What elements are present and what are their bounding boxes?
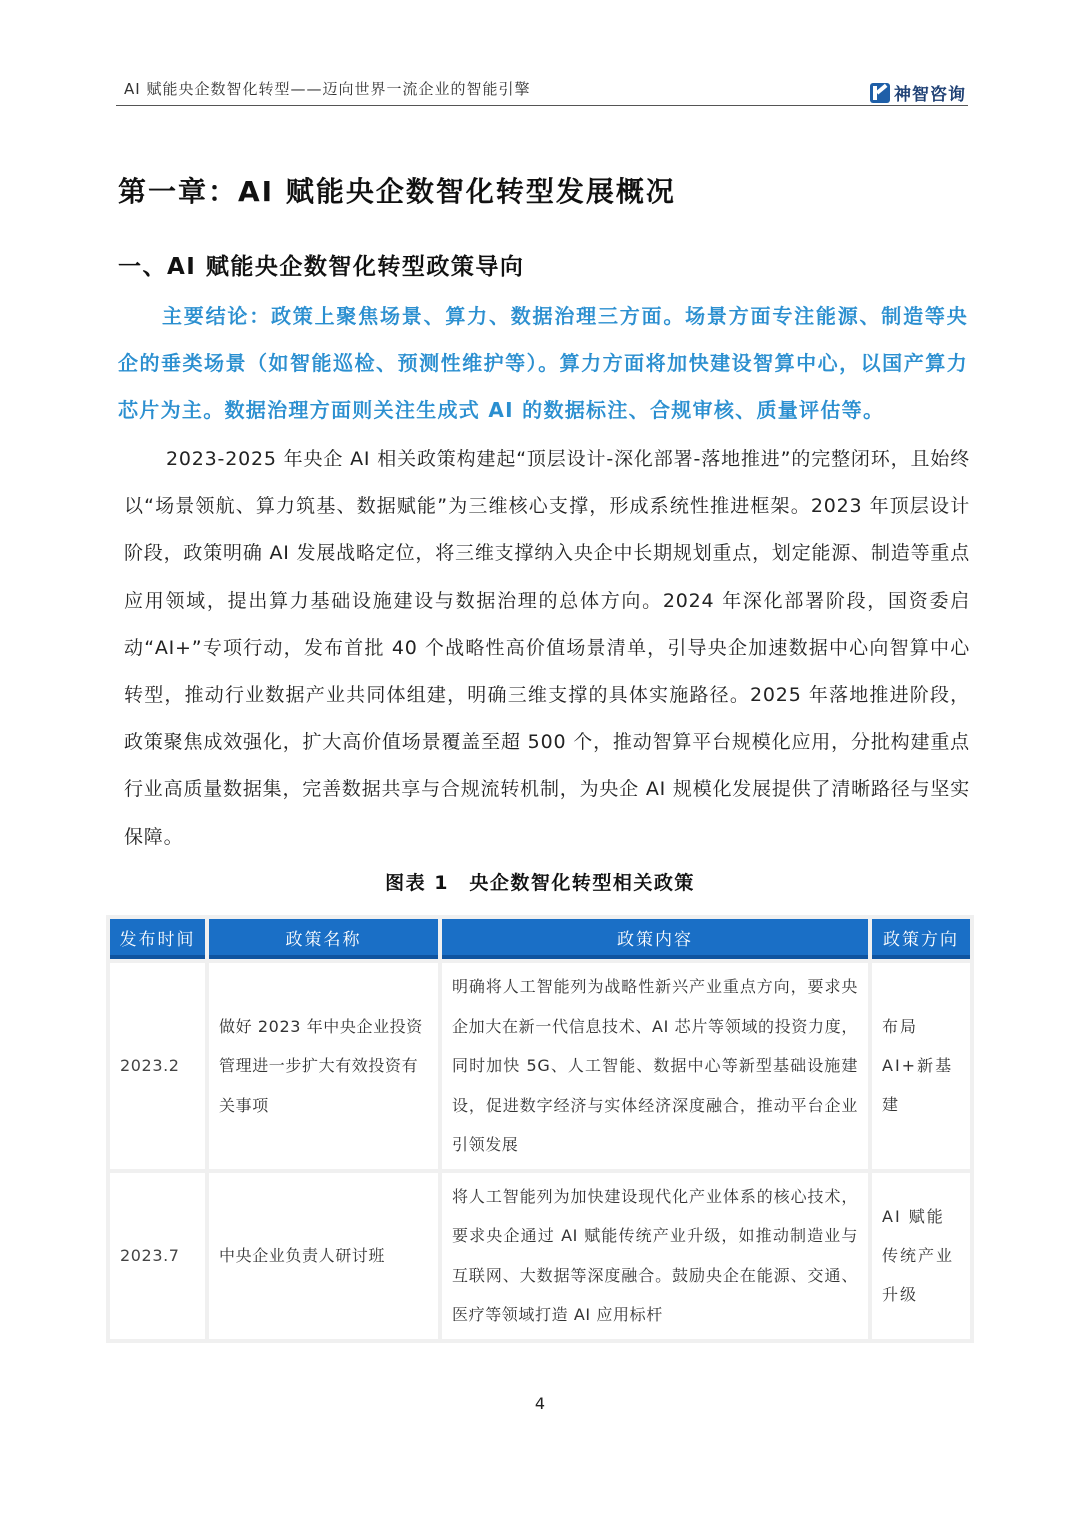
main-conclusion: 主要结论：政策上聚焦场景、算力、数据治理三方面。场景方面专注能源、制造等央企的垂类场景（如智能巡检、预测性维护等）。算力方面将加快建设智算中心，以国产算力芯片为主。数据治理方面则关注生成式 AI 的数据标注、合规审核、质量评估等。 <box>118 304 968 422</box>
cell-content: 明确将人工智能列为战略性新兴产业重点方向，要求央企加大在新一代信息技术、AI 芯片等领域的投资力度，同时加快 5G、人工智能、数据中心等新型基础设施建设，促进数字经济与实体经济深度融合，推动平台企业引领发展 <box>442 963 868 1169</box>
header-name: 政策名称 <box>209 919 438 959</box>
page-header <box>116 70 968 106</box>
cell-direction: 布局 AI+新基建 <box>872 963 970 1169</box>
cell-content: 将人工智能列为加快建设现代化产业体系的核心技术，要求央企通过 AI 赋能传统产业升级，如推动制造业与互联网、大数据等深度融合。鼓励央企在能源、交通、医疗等领域打造 AI 应用标杆 <box>442 1173 868 1339</box>
table-header-row <box>110 919 970 959</box>
company-logo <box>870 80 966 105</box>
cell-date: 2023.2 <box>110 963 205 1169</box>
cell-direction: AI 赋能传统产业升级 <box>872 1173 970 1339</box>
header-content: 政策内容 <box>442 919 868 959</box>
cell-date: 2023.7 <box>110 1173 205 1339</box>
cell-name: 做好 2023 年中央企业投资管理进一步扩大有效投资有关事项 <box>209 963 438 1169</box>
table-row <box>110 1173 970 1339</box>
body-paragraph: 2023-2025 年央企 AI 相关政策构建起“顶层设计-深化部署-落地推进”的完整闭环，且始终以“场景领航、算力筑基、数据赋能”为三维核心支撑，形成系统性推进框架。2023 年顶层设计阶段，政策明确 AI 发展战略定位，将三维支撑纳入央企中长期规划重点，划定能源、制造等重点应用领域，提出算力基础设施建设与数据治理的总体方向。2024 年深化部署阶段，国资委启动“AI+”专项行动，发布首批 40 个战略性高价值场景清单，引导央企加速数据中心向智算中心转型，推动行业数据产业共同体组建，明确三维支撑的具体实施路径。2025 年落地推进阶段，政策聚焦成效强化，扩大高价值场景覆盖至超 500 个，推动智算平台规模化应用，分批构建重点行业高质量数据集，完善数据共享与合规流转机制，为央企 AI 规模化发展提供了清晰路径与坚实保障。 <box>124 448 970 848</box>
logo-mark-icon <box>870 83 890 103</box>
header-title: AI 赋能央企数智化转型——迈向世界一流企业的智能引擎 <box>124 80 531 98</box>
logo-text: 神智咨询 <box>894 85 966 105</box>
page-number: 4 <box>534 1394 546 1413</box>
policy-table <box>106 915 974 1343</box>
table-row <box>110 963 970 1169</box>
figure-caption: 图表 1 央企数智化转型相关政策 <box>385 872 695 894</box>
chapter-title: 第一章：AI 赋能央企数智化转型发展概况 <box>118 175 676 208</box>
section-title: 一、AI 赋能央企数智化转型政策导向 <box>118 254 525 280</box>
header-date: 发布时间 <box>110 919 205 959</box>
header-direction: 政策方向 <box>872 919 970 959</box>
cell-name: 中央企业负责人研讨班 <box>209 1173 438 1339</box>
